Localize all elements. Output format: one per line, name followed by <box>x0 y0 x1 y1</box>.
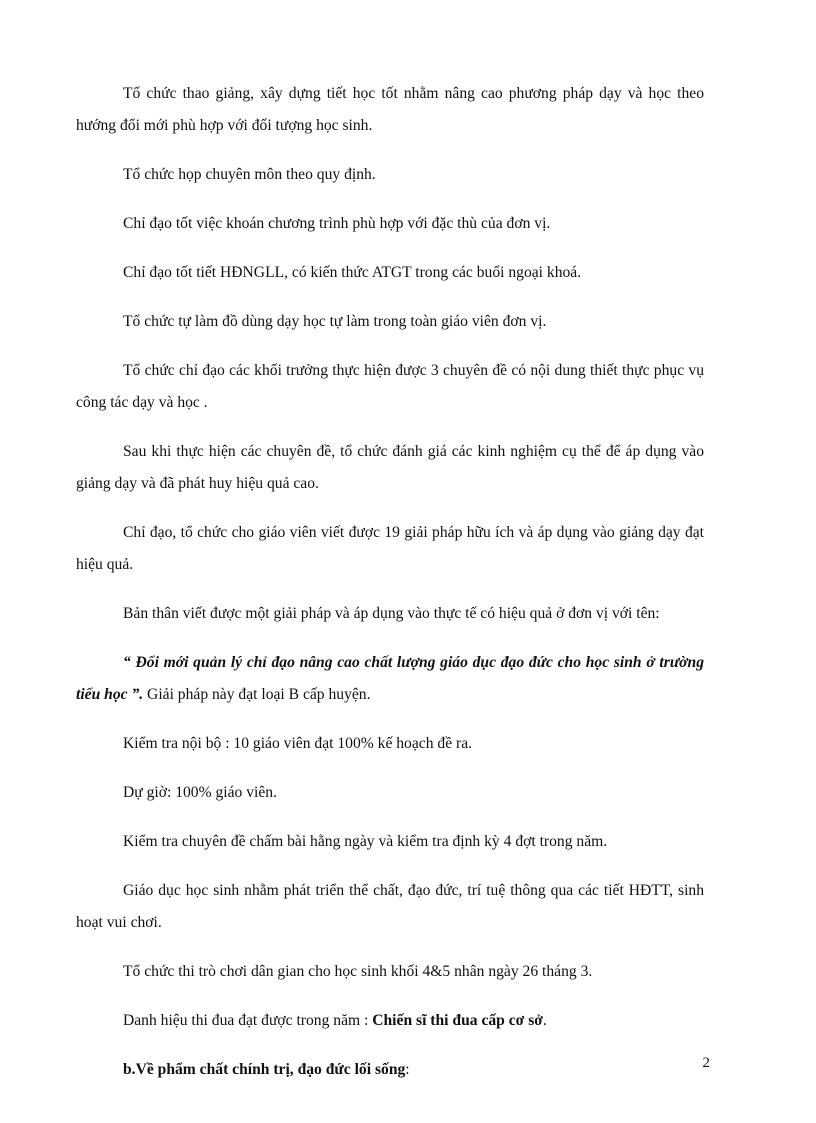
paragraph-khoan-chuong-trinh: Chỉ đạo tốt việc khoán chương trình phù hợp với đặc thù của đơn vị. <box>123 215 551 232</box>
paragraph-kiem-tra-chuyen-de: Kiểm tra chuyên đề chấm bài hằng ngày và kiểm tra định kỳ 4 đợt trong năm. <box>123 833 608 850</box>
award-label: Danh hiệu thi đua đạt được trong năm : <box>123 1012 373 1029</box>
paragraph-du-gio: Dự giờ: 100% giáo viên. <box>123 784 277 801</box>
paragraph-ban-than-viet: Bản thân viết được một giải pháp và áp dụng vào thực tế có hiệu quả ở đơn vị với tên: <box>123 605 660 622</box>
paragraph-danh-gia-kinh-nghiem: Sau khi thực hiện các chuyên đề, tổ chức đánh giá các kinh nghiệm cụ thể để áp dụng vào giảng dạy và đã phát huy hiệu quả cao. <box>76 443 704 492</box>
solution-title: “ Đổi mới quản lý chỉ đạo nâng cao chất lượng giáo dục đạo đức cho học sinh ở trường tiểu học ”. <box>76 654 704 703</box>
section-heading-colon: : <box>405 1061 410 1078</box>
section-heading <box>76 1054 704 1086</box>
solution-note: Giải pháp này đạt loại B cấp huyện. <box>143 686 371 703</box>
paragraph-tro-choi-dan-gian: Tổ chức thi trò chơi dân gian cho học sinh khối 4&5 nhân ngày 26 tháng 3. <box>123 963 593 980</box>
paragraph-giai-phap-huu-ich: Chỉ đạo, tổ chức cho giáo viên viết được 19 giải pháp hữu ích và áp dụng vào giảng dạy đạt hiệu quả. <box>76 524 704 573</box>
paragraph-thao-giang: Tổ chức thao giảng, xây dựng tiết học tốt nhằm nâng cao phương pháp dạy và học theo hướng đổi mới phù hợp với đối tượng học sinh. <box>76 85 704 134</box>
paragraph-chuyen-de: Tổ chức chỉ đạo các khối trưởng thực hiện được 3 chuyên đề có nội dung thiết thực phục vụ công tác dạy và học . <box>76 362 704 411</box>
award-end: . <box>542 1012 547 1029</box>
paragraph-giao-duc-hoc-sinh: Giáo dục học sinh nhằm phát triển thể chất, đạo đức, trí tuệ thông qua các tiết HĐTT, sinh hoạt vui chơi. <box>76 882 704 931</box>
paragraph-kiem-tra-noi-bo: Kiểm tra nội bộ : 10 giáo viên đạt 100% kế hoạch đề ra. <box>123 735 473 752</box>
award-value: Chiến sĩ thi đua cấp cơ sở <box>372 1012 543 1029</box>
section-heading-text: b.Về phẩm chất chính trị, đạo đức lối sống <box>123 1061 406 1078</box>
page-number: 2 <box>702 1055 710 1071</box>
paragraph-solution-title <box>76 647 704 711</box>
document-body <box>76 78 704 1086</box>
paragraph-hdngll: Chỉ đạo tốt tiết HĐNGLL, có kiến thức ATGT trong các buổi ngoại khoá. <box>123 264 582 281</box>
paragraph-danh-hieu-thi-dua <box>76 1005 704 1037</box>
paragraph-do-dung-day-hoc: Tổ chức tự làm đồ dùng dạy học tự làm trong toàn giáo viên đơn vị. <box>123 313 547 330</box>
paragraph-hop-chuyen-mon: Tổ chức họp chuyên môn theo quy định. <box>123 166 376 183</box>
